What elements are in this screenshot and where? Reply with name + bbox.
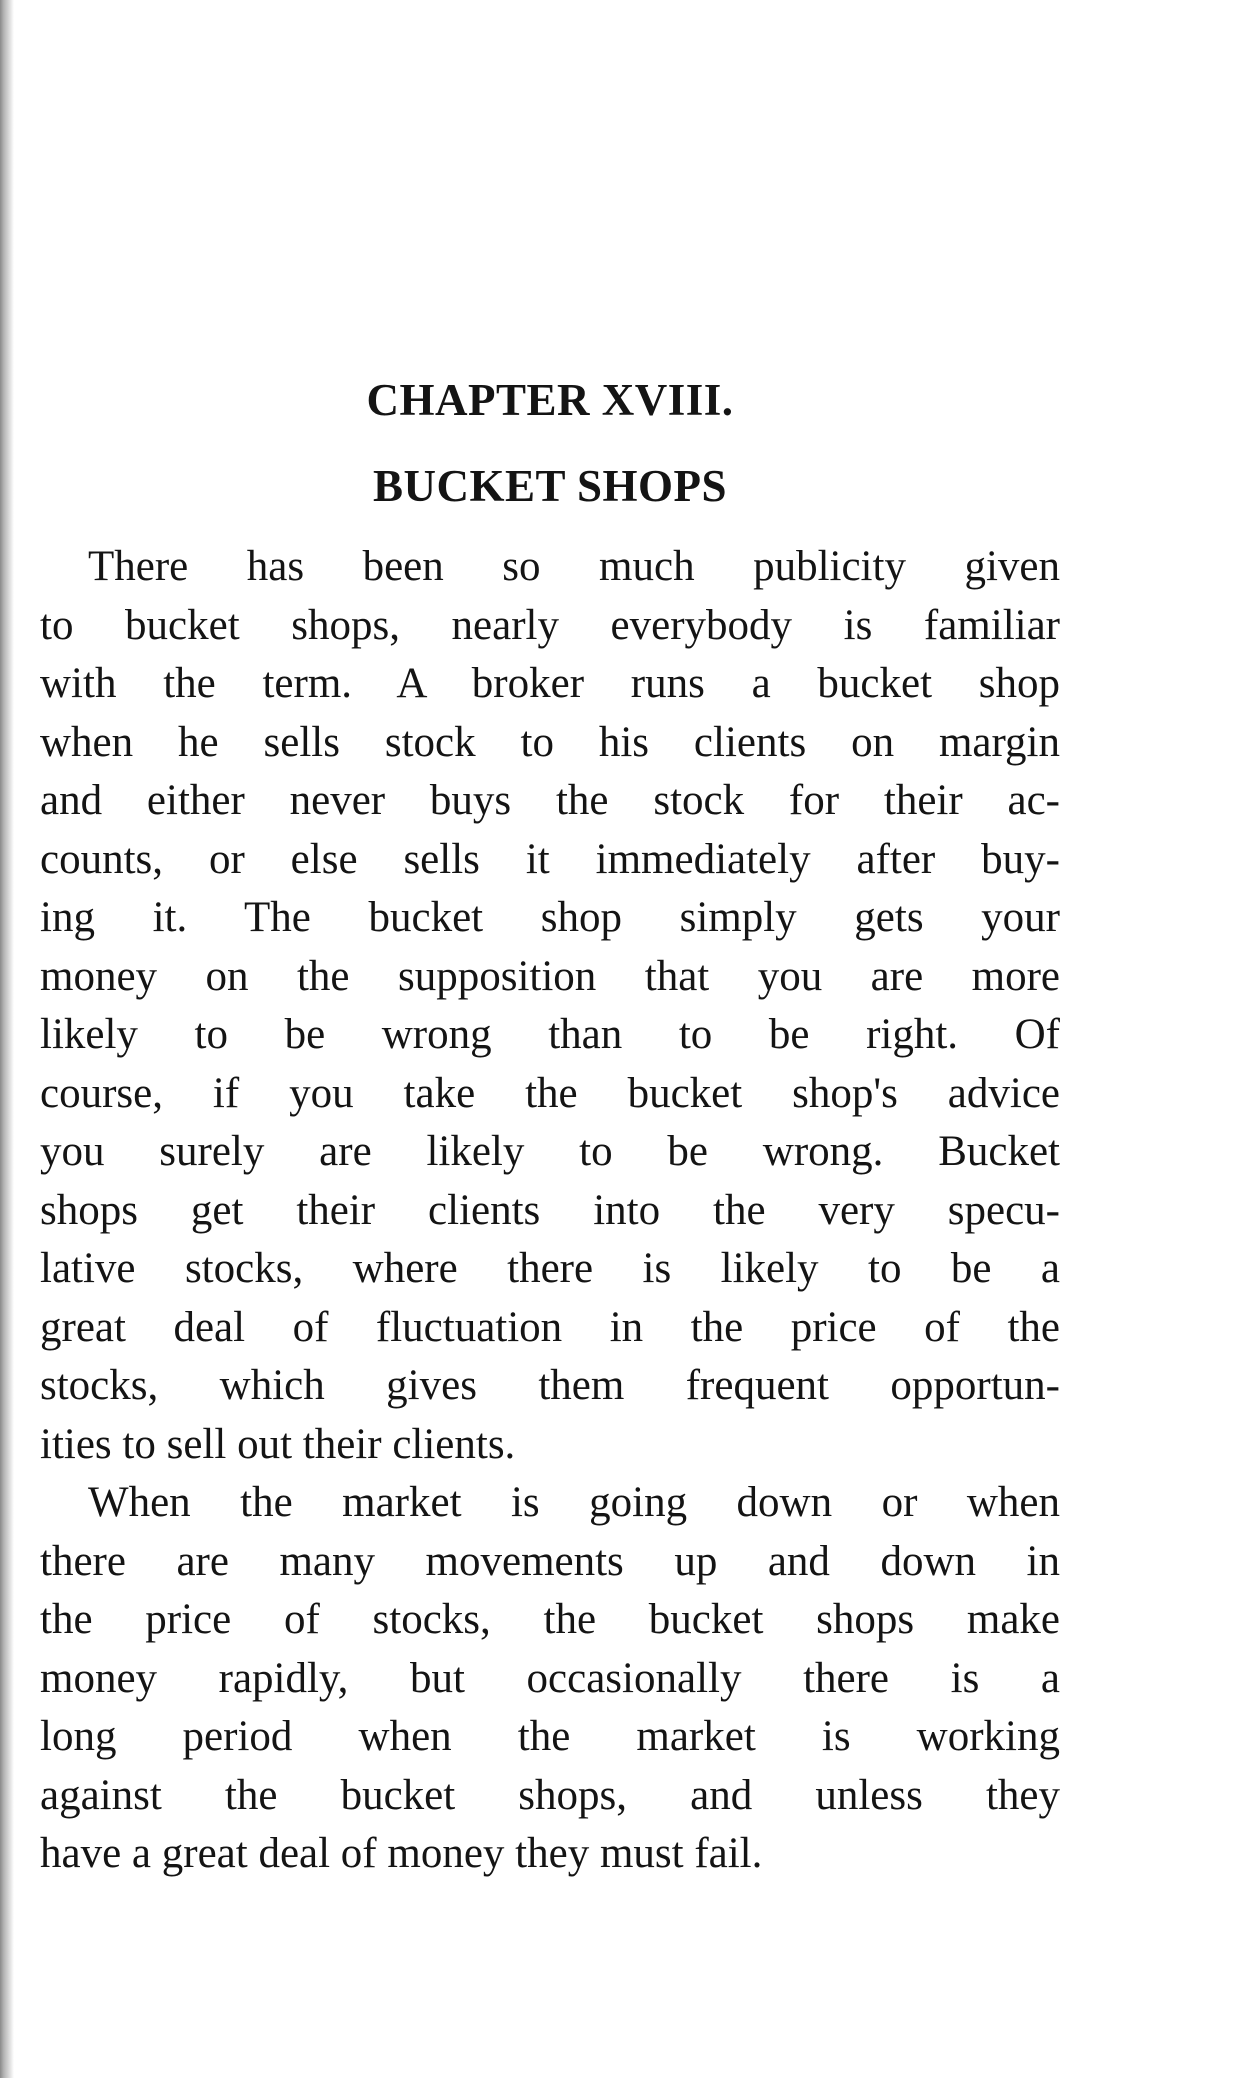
paragraph-2 [40,1474,1060,1884]
text-line: great deal of fluctuation in the price of the [40,1303,1060,1351]
text-line: likely to be wrong than to be right. Of [40,1011,1060,1058]
text-line: course, if you take the bucket shop's advice [40,1069,1060,1117]
text-line: money rapidly, but occasionally there is a [40,1654,1060,1702]
text-line: long period when the market is working [40,1713,1060,1760]
text-line: lative stocks, where there is likely to be a [40,1245,1060,1292]
page-text-block [40,372,1060,1884]
text-line: when he sells stock to his clients on margin [40,718,1060,766]
text-line: and either never buys the stock for their ac- [40,777,1060,824]
text-line: stocks, which gives them frequent opportun- [40,1362,1060,1409]
page-gutter-shadow [0,0,14,2078]
text-line: shops get their clients into the very specu- [40,1186,1060,1234]
chapter-heading: CHAPTER XVIII. [366,375,734,425]
text-line: the price of stocks, the bucket shops make [40,1596,1060,1643]
section-title: BUCKET SHOPS [372,461,728,511]
text-line: counts, or else sells it immediately after buy- [40,835,1060,883]
text-line: against the bucket shops, and unless they [40,1771,1060,1819]
paragraph-1 [40,538,1060,1474]
text-line: there are many movements up and down in [40,1537,1060,1585]
text-line: ities to sell out their clients. [40,1420,516,1468]
text-line: ing it. The bucket shop simply gets your [40,894,1060,941]
text-line: When the market is going down or when [88,1479,1060,1526]
text-line: with the term. A broker runs a bucket shop [40,660,1060,707]
text-line: you surely are likely to be wrong. Bucket [40,1128,1060,1175]
text-line: There has been so much publicity given [88,543,1060,590]
text-line: to bucket shops, nearly everybody is familiar [40,601,1060,649]
text-line: money on the supposition that you are more [40,952,1060,1000]
text-line: have a great deal of money they must fail. [40,1830,763,1877]
